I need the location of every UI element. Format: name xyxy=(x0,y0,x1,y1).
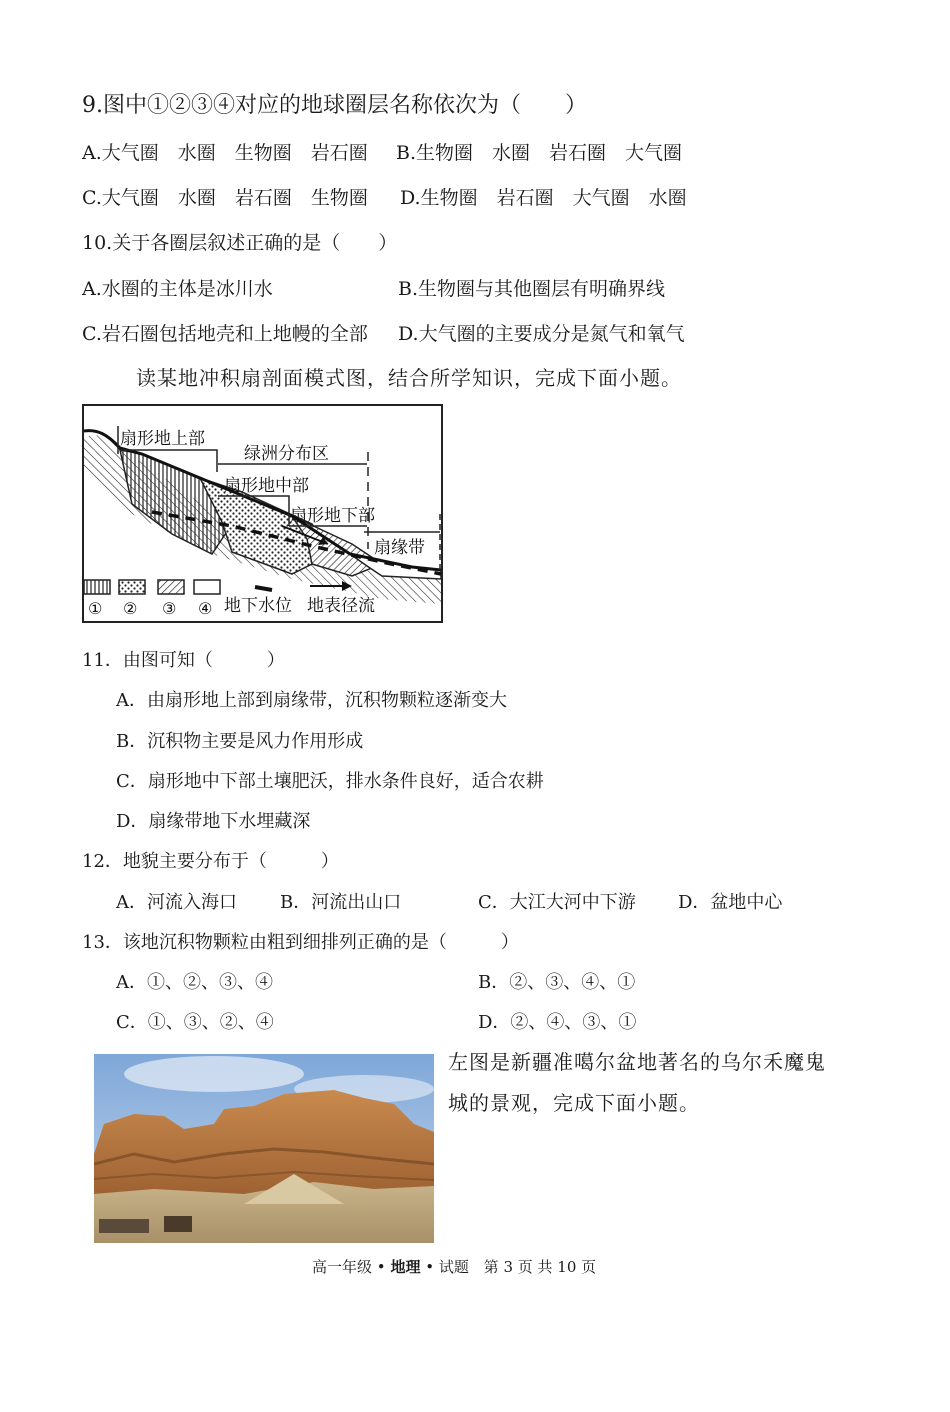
question-9-option-c: C.大气圈 水圈 岩石圈 生物圈 xyxy=(82,187,368,209)
ghost-city-intro-line-2: 城的景观，完成下面小题。 xyxy=(448,1091,700,1115)
question-13-option-b: B．②、③、④、① xyxy=(478,972,636,993)
question-13-option-a: A．①、②、③、④ xyxy=(116,972,273,993)
legend-swatch-3 xyxy=(158,580,184,594)
footer-exam: 试题 xyxy=(438,1258,469,1276)
question-12-option-d: D．盆地中心 xyxy=(678,892,783,913)
photo-vehicles-left xyxy=(99,1219,149,1233)
label-fan-middle: 扇形地中部 xyxy=(224,476,309,496)
question-11-option-c: C．扇形地中下部土壤肥沃，排水条件良好，适合农耕 xyxy=(116,771,544,792)
footer-subject: 地理 xyxy=(390,1258,421,1276)
legend-swatch-1 xyxy=(84,580,110,594)
label-oasis-zone: 绿洲分布区 xyxy=(244,444,329,464)
question-10-option-d: D.大气圈的主要成分是氮气和氧气 xyxy=(398,323,685,345)
label-fan-edge: 扇缘带 xyxy=(374,538,425,558)
footer-separator: • xyxy=(425,1258,435,1276)
alluvial-fan-intro: 读某地冲积扇剖面模式图，结合所学知识，完成下面小题。 xyxy=(136,366,682,390)
question-11-option-b: B．沉积物主要是风力作用形成 xyxy=(116,731,364,752)
question-12-option-a: A．河流入海口 xyxy=(116,892,237,913)
question-12-option-b: B．河流出山口 xyxy=(280,892,402,913)
question-9-stem: 9.图中①②③④对应的地球圈层名称依次为（ ） xyxy=(82,93,587,118)
question-9-option-d: D.生物圈 岩石圈 大气圈 水圈 xyxy=(400,187,687,209)
label-fan-upper: 扇形地上部 xyxy=(120,429,205,449)
question-12-stem: 12．地貌主要分布于（ ） xyxy=(82,851,339,872)
question-11-option-a: A．由扇形地上部到扇缘带，沉积物颗粒逐渐变大 xyxy=(116,690,507,711)
photo-cloud xyxy=(124,1056,304,1092)
ghost-city-intro-line-1: 左图是新疆准噶尔盆地著名的乌尔禾魔鬼 xyxy=(448,1050,826,1074)
legend-swatch-2 xyxy=(119,580,145,594)
legend-number-1: ① xyxy=(88,599,103,618)
question-13-option-c: C．①、③、②、④ xyxy=(116,1012,274,1033)
question-9-option-a: A.大气圈 水圈 生物圈 岩石圈 xyxy=(82,142,368,164)
question-10-option-c: C.岩石圈包括地壳和上地幔的全部 xyxy=(82,323,368,345)
question-10-option-a: A.水圈的主体是冰川水 xyxy=(82,278,273,300)
question-13-option-d: D．②、④、③、① xyxy=(478,1012,637,1033)
legend-number-4: ④ xyxy=(198,599,213,618)
label-fan-lower: 扇形地下部 xyxy=(290,506,375,526)
question-11-option-d: D．扇缘带地下水埋藏深 xyxy=(116,811,311,832)
question-13-stem: 13．该地沉积物颗粒由粗到细排列正确的是（ ） xyxy=(82,932,519,953)
legend-number-2: ② xyxy=(123,599,138,618)
page-footer xyxy=(312,1256,596,1277)
legend-runoff-label: 地表径流 xyxy=(307,596,375,616)
photo-vehicles-right xyxy=(164,1216,192,1232)
question-9-option-b: B.生物圈 水圈 岩石圈 大气圈 xyxy=(396,142,683,164)
footer-page-number: 第 3 页 共 10 页 xyxy=(483,1258,597,1276)
question-11-stem: 11．由图可知（ ） xyxy=(82,650,285,671)
footer-separator: • xyxy=(376,1258,386,1276)
question-10-option-b: B.生物圈与其他圈层有明确界线 xyxy=(398,278,666,300)
legend-groundwater-label: 地下水位 xyxy=(224,596,292,616)
legend-swatch-4 xyxy=(194,580,220,594)
photo-desert-ground xyxy=(94,1182,434,1243)
question-12-option-c: C．大江大河中下游 xyxy=(478,892,636,913)
wuerhe-ghost-city-photo xyxy=(94,1054,434,1243)
alluvial-fan-profile-diagram xyxy=(82,404,443,623)
footer-grade: 高一年级 xyxy=(312,1258,373,1276)
legend-number-3: ③ xyxy=(162,599,177,618)
question-10-stem: 10.关于各圈层叙述正确的是（ ） xyxy=(82,232,398,254)
